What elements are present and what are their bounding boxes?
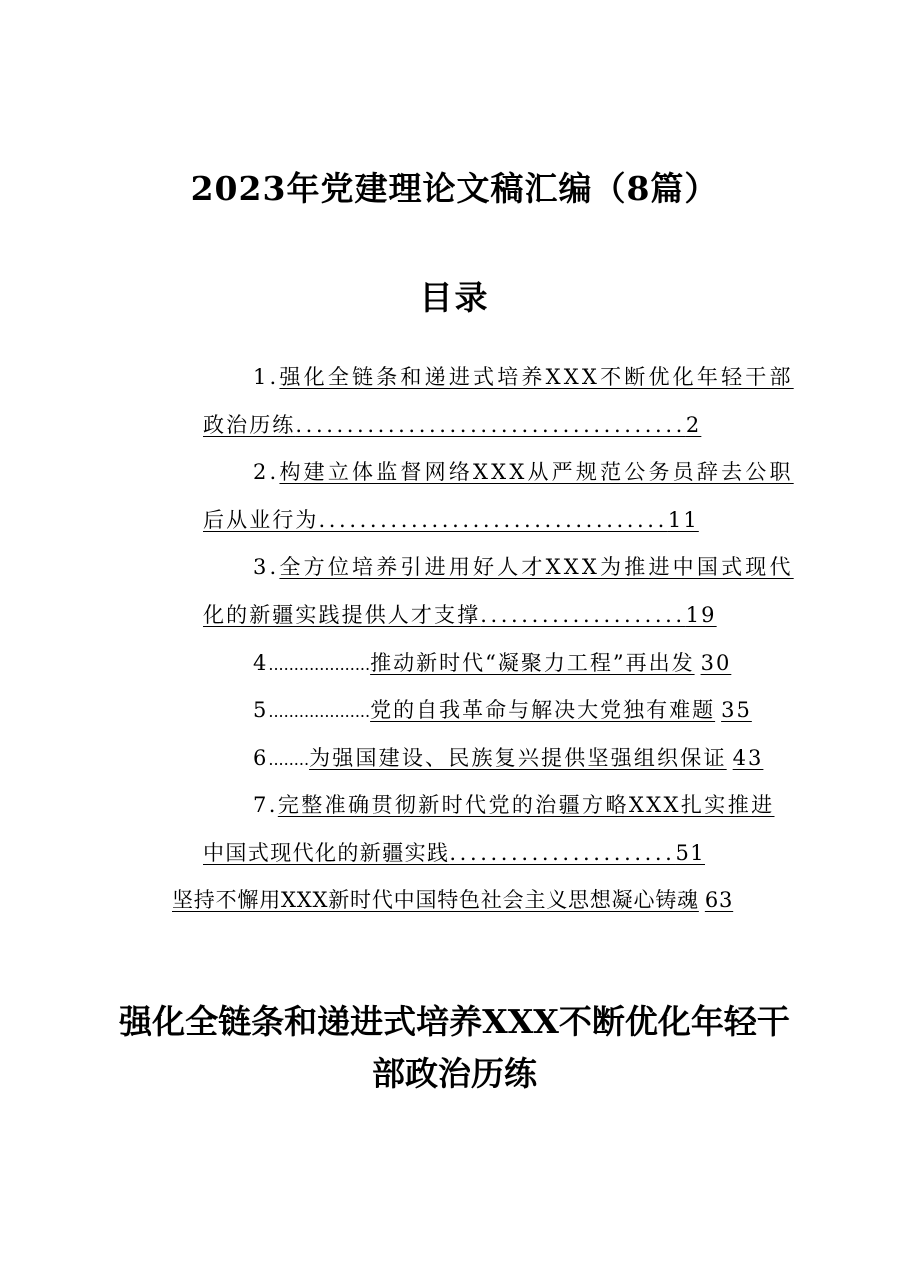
toc-entry-2-line2[interactable]: [203, 506, 699, 534]
toc-entry-8[interactable]: [172, 886, 733, 914]
toc-entry-6[interactable]: [253, 744, 763, 774]
toc-entry-link[interactable]: 政治历练: [203, 413, 296, 437]
toc-heading: 目录: [419, 278, 490, 317]
section-title-line2: 部政治历练: [372, 1054, 537, 1093]
toc-entry-1-line1[interactable]: [253, 363, 794, 391]
toc-entry-link[interactable]: 化的新疆实践提供人才支撑: [203, 603, 481, 627]
toc-entry-2-line1[interactable]: [253, 458, 794, 486]
toc-entry-number: 6: [253, 746, 269, 770]
toc-page-number[interactable]: 11: [667, 508, 699, 532]
section-title: [60, 996, 849, 1100]
toc-page-number[interactable]: 63: [704, 888, 734, 912]
toc-page-number[interactable]: 43: [732, 746, 764, 770]
toc-entry-link[interactable]: 强化全链条和递进式培养XXX不断优化年轻干部: [279, 365, 794, 389]
toc-page-number[interactable]: 35: [721, 698, 752, 722]
toc-entry-7-line1[interactable]: [253, 791, 775, 819]
toc-page-number[interactable]: 51: [675, 841, 705, 865]
toc-entry-link[interactable]: 构建立体监督网络XXX从严规范公务员辞去公职: [279, 460, 794, 484]
section-title-line1: 强化全链条和递进式培养XXX不断优化年轻干: [119, 1002, 790, 1041]
toc-entry-number: 5: [253, 698, 269, 722]
toc-entry-link[interactable]: 中国式现代化的新疆实践: [203, 841, 450, 865]
toc-leader-dots: ......................................: [295, 413, 686, 437]
toc-entry-7-line2[interactable]: [203, 839, 705, 867]
toc-entry-link[interactable]: 后从业行为: [203, 508, 319, 532]
toc-entry-link[interactable]: 党的自我革命与解决大党独有难题: [370, 698, 716, 722]
toc-entry-number: 3.: [253, 555, 280, 579]
toc-entry-link[interactable]: 完整准确贯彻新时代党的治疆方略XXX扎实推进: [277, 793, 775, 817]
toc-entry-link[interactable]: 为强国建设、民族复兴提供坚强组织保证: [309, 746, 727, 770]
toc-leader-dots: ..................................: [318, 508, 668, 532]
document-title: 2023年党建理论文稿汇编（8篇）: [190, 169, 719, 208]
toc-entry-5[interactable]: [253, 696, 752, 726]
toc-page-number[interactable]: 19: [685, 603, 717, 627]
toc-entry-number: 2.: [253, 460, 280, 484]
toc-entry-link[interactable]: 推动新时代“凝聚力工程”再出发: [370, 651, 695, 675]
toc-entry-link[interactable]: 坚持不懈用XXX新时代中国特色社会主义思想凝心铸魂: [172, 888, 699, 912]
toc-entry-3-line2[interactable]: [203, 601, 717, 629]
toc-page-number[interactable]: 30: [700, 651, 732, 675]
toc-leader-dots: ....................: [480, 603, 686, 627]
toc-leader-dots: ....................: [268, 655, 371, 674]
toc-leader-dots: ......................: [449, 841, 676, 865]
toc-leader-dots: ....................: [268, 702, 371, 721]
toc-entry-4[interactable]: [253, 649, 731, 679]
toc-leader-dots: ........: [268, 750, 310, 769]
toc-entry-1-line2[interactable]: [203, 411, 701, 439]
toc-entry-number: 7.: [253, 793, 278, 817]
toc-page-number[interactable]: 2: [685, 413, 702, 437]
toc-entry-number: 4: [253, 651, 269, 675]
toc-entry-link[interactable]: 全方位培养引进用好人才XXX为推进中国式现代: [279, 555, 794, 579]
toc-entry-3-line1[interactable]: [253, 553, 794, 581]
toc-entry-number: 1.: [253, 365, 280, 389]
